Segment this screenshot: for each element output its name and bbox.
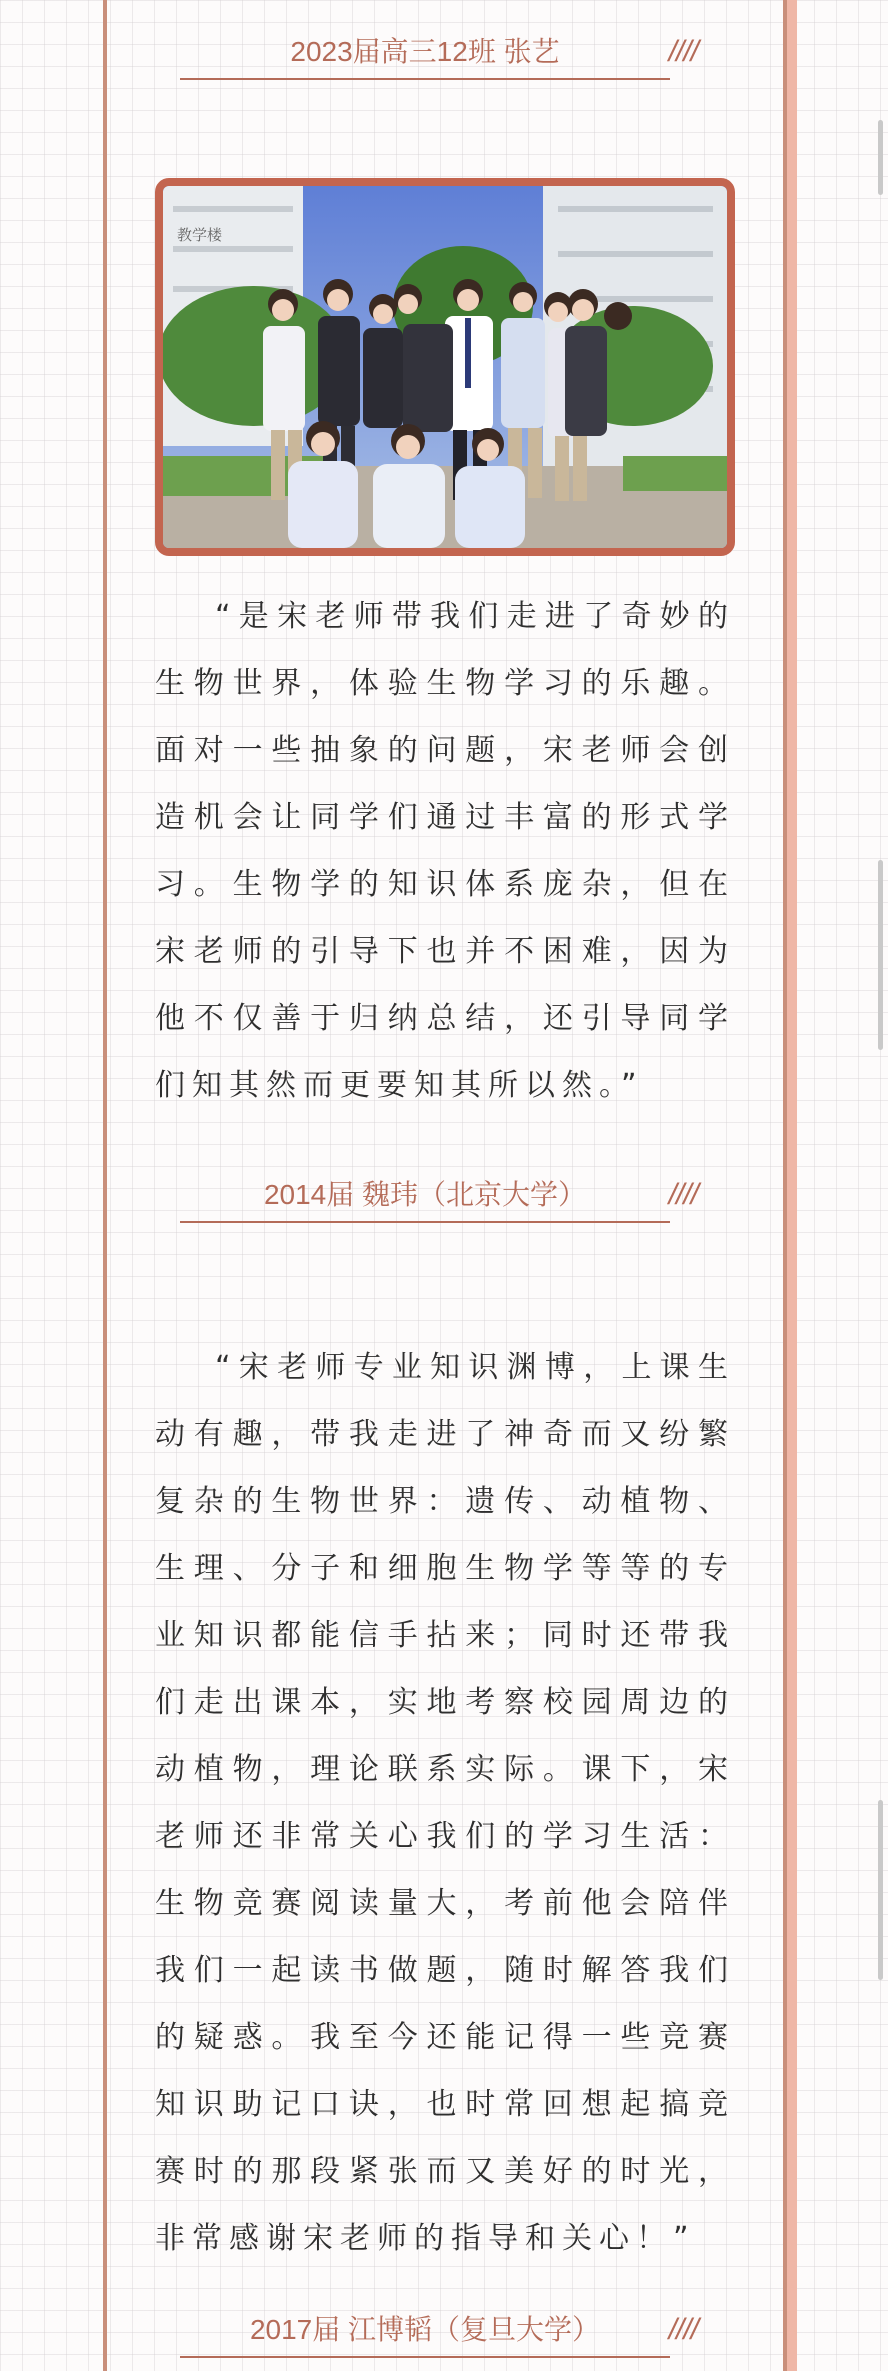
decorative-slashes: //// [668,2313,698,2346]
decorative-slashes: //// [668,35,698,68]
scrollbar-thumb[interactable] [878,120,883,195]
quote-attribution [180,2310,698,2358]
quote-attribution [180,1175,698,1223]
photo-caption-text: 2023届高三12班 张艺 [290,36,560,67]
quote-weiwei: “是宋老师带我们走进了奇妙的生物世界，体验生物学习的乐趣。面对一些抽象的问题，宋老师会创造机会让同学们通过丰富的形式学习。生物学的知识体系庞杂，但在宋老师的引导下也并不困难，因为他不仅善于归纳总结，还引导同学们知其然而更要知其所以然。” [155,599,735,1103]
attribution-text: 2014届 魏玮（北京大学） [263,1179,587,1210]
building-sign: 教学楼 [177,226,223,244]
group-photo-illustration [163,186,727,548]
class-group-photo [155,178,735,556]
attribution-text: 2017届 江博韬（复旦大学） [249,2314,601,2345]
scrollbar-thumb[interactable] [878,860,883,1050]
quote-jiangbotao: “宋老师专业知识渊博，上课生动有趣，带我走进了神奇而又纷繁复杂的生物世界：遗传、动植物、生理、分子和细胞生物学等等的专业知识都能信手拈来；同时还带我们走出课本，实地考察校园周边的动植物，理论联系实际。课下，宋老师还非常关心我们的学习生活：生物竞赛阅读量大，考前他会陪伴我们一起读书做题，随时解答我们的疑惑。我至今还能记得一些竞赛知识助记口诀，也时常回想起搞竞赛时的那段紧张而又美好的时光，非常感谢宋老师的指导和关心！” [155,1350,735,2256]
right-border-line [783,0,797,2371]
scrollbar-thumb[interactable] [878,1800,883,1980]
decorative-slashes: //// [668,1178,698,1211]
left-border-line [103,0,107,2371]
photo-caption [180,32,698,80]
